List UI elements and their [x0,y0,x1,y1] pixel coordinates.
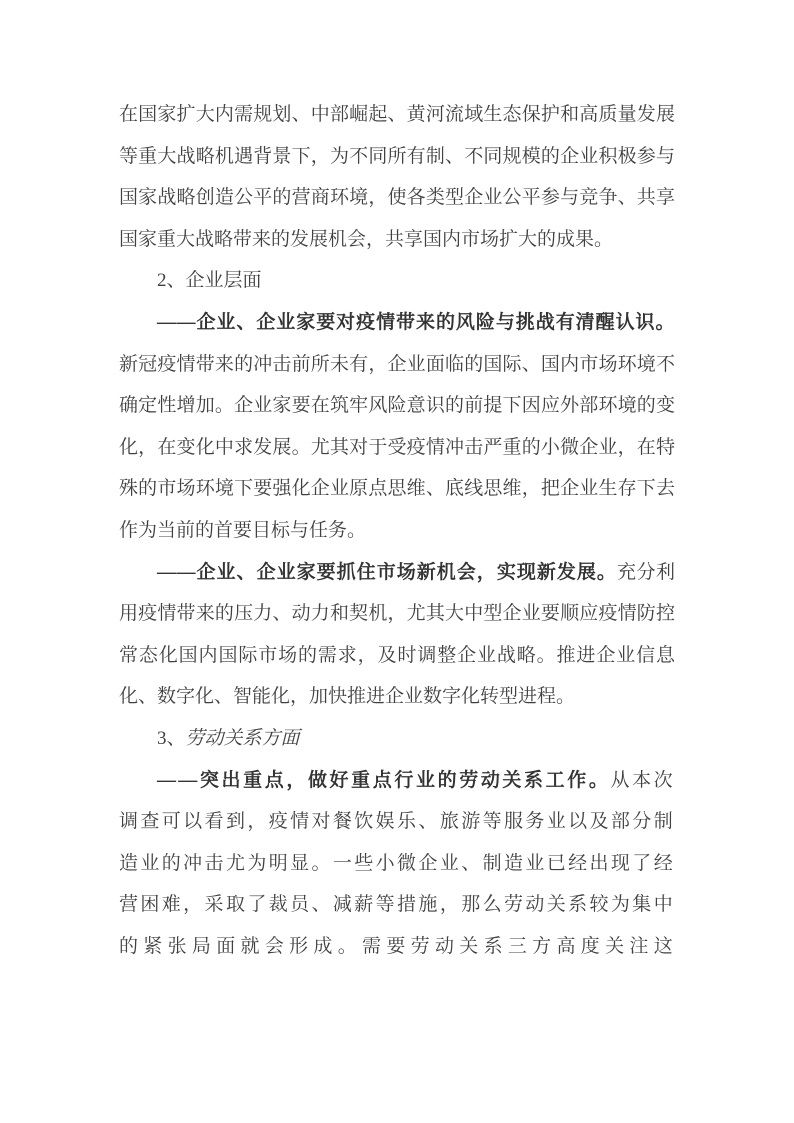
section-heading-enterprise [119,260,675,302]
paragraph-new-opportunity [119,552,675,718]
bold-lead-run: ——突出重点，做好重点行业的劳动关系工作。 [157,769,611,791]
heading-label: 企业层面 [185,270,262,292]
document-text-area[interactable] [119,0,675,967]
heading-label: 劳动关系方面 [185,727,300,749]
heading-number: 2、 [157,270,186,292]
text-run: 在国家扩大内需规划、中部崛起、黄河流域生态保护和高质量发展等重大战略机遇背景下，为不同所有制、不同规模的企业积极参与国家战略创造公平的营商环境，使各类型企业公平参与竞争、共享国家重大战略带来的发展机会，共享国内市场扩大的成果。 [119,104,675,250]
text-run: 新冠疫情带来的冲击前所未有，企业面临的国际、国内市场环境不确定性增加。企业家要在筑牢风险意识的前提下因应外部环境的变化，在变化中求发展。尤其对于受疫情冲击严重的小微企业，在特殊的市场环境下要强化企业原点思维、底线思维，把企业生存下去作为当前的首要目标与任务。 [119,353,675,541]
text-run: 从本次调查可以看到，疫情对餐饮娱乐、旅游等服务业以及部分制造业的冲击尤为明显。一些小微企业、制造业已经出现了经营困难，采取了裁员、减薪等措施，那么劳动关系较为集中的紧张局面就会形成。需要劳动关系三方高度关注这 [119,769,675,957]
text-run: 充分利用疫情带来的压力、动力和契机，尤其大中型企业要顺应疫情防控常态化国内国际市场的需求，及时调整企业战略。推进企业信息化、数字化、智能化，加快推进企业数字化转型进程。 [119,561,675,708]
section-heading-labor-relations [119,718,675,760]
heading-number: 3、 [157,727,186,749]
paragraph-continuation [119,94,675,260]
bold-lead-run: ——企业、企业家要抓住市场新机会，实现新发展。 [157,561,617,583]
bold-lead-run: ——企业、企业家要对疫情带来的风险与挑战有清醒认识。 [157,311,675,333]
paragraph-key-industries [119,760,675,968]
paragraph-risk-awareness [119,302,675,552]
